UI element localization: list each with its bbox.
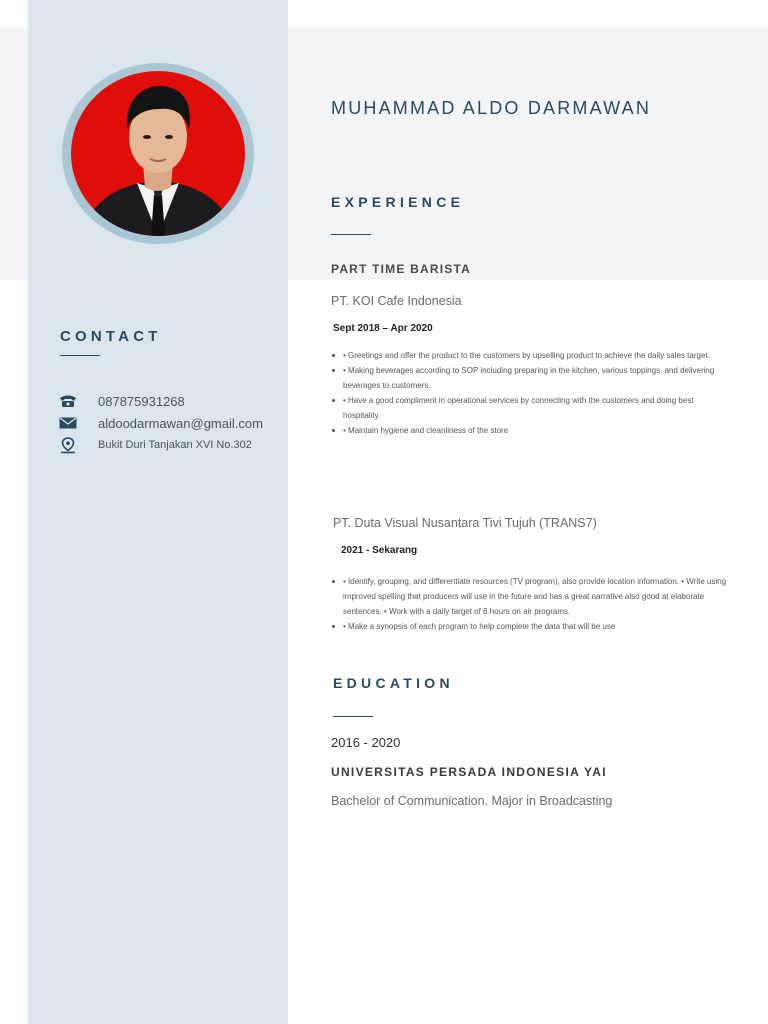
person-illustration — [71, 71, 245, 236]
degree: Bachelor of Communication. Major in Broadcasting — [331, 794, 613, 808]
contact-divider — [60, 355, 100, 356]
experience-heading: EXPERIENCE — [331, 194, 465, 210]
company-name: PT. Duta Visual Nusantara Tivi Tujuh (TRANS7) — [333, 516, 597, 530]
education-years: 2016 - 2020 — [331, 735, 401, 750]
list-item: • Have a good compliment in operational services by connecting with the customers and doing best hospitality. — [331, 393, 731, 423]
location-pin-icon — [58, 437, 78, 453]
list-item: • Identify, grouping, and differentiate resources (TV program), also provide location information. • Write using improved spelling that producers will use in the future and has a great narrative also good at elaborate sentences. • Work with a daily target of 8 hours on air programs. — [331, 574, 727, 619]
job-duties-list — [331, 574, 727, 634]
phone-icon — [58, 393, 78, 409]
list-item: • Making beverages according to SOP including preparing in the kitchen, various toppings, and delivering beverages to customers. — [331, 363, 731, 393]
education-heading: EDUCATION — [333, 675, 454, 691]
school-name: UNIVERSITAS PERSADA INDONESIA YAI — [331, 765, 607, 779]
job-title: PART TIME BARISTA — [331, 262, 471, 276]
education-divider — [333, 716, 373, 717]
contact-address — [58, 436, 252, 454]
job-period: 2021 - Sekarang — [341, 545, 418, 556]
job-duties-list — [331, 348, 731, 438]
experience-divider — [331, 234, 371, 235]
phone-number[interactable]: 087875931268 — [98, 393, 185, 409]
candidate-name: MUHAMMAD ALDO DARMAWAN — [331, 98, 652, 118]
contact-email — [58, 414, 263, 432]
profile-photo — [71, 71, 245, 236]
job-period: Sept 2018 – Apr 2020 — [333, 323, 433, 334]
contact-heading: CONTACT — [60, 328, 162, 345]
list-item: • Maintain hygiene and cleanliness of the store — [331, 423, 731, 438]
list-item: • Greetings and offer the product to the customers by upselling product to achieve the daily sales target. — [331, 348, 731, 363]
contact-phone — [58, 392, 185, 410]
company-name: PT. KOI Cafe Indonesia — [331, 294, 462, 308]
mail-icon — [58, 415, 78, 431]
list-item: • Make a synopsis of each program to help complete the data that will be use — [331, 619, 727, 634]
street-address: Bukit Duri Tanjakan XVI No.302 — [98, 439, 252, 451]
email-address[interactable]: aldoodarmawan@gmail.com — [98, 415, 263, 431]
